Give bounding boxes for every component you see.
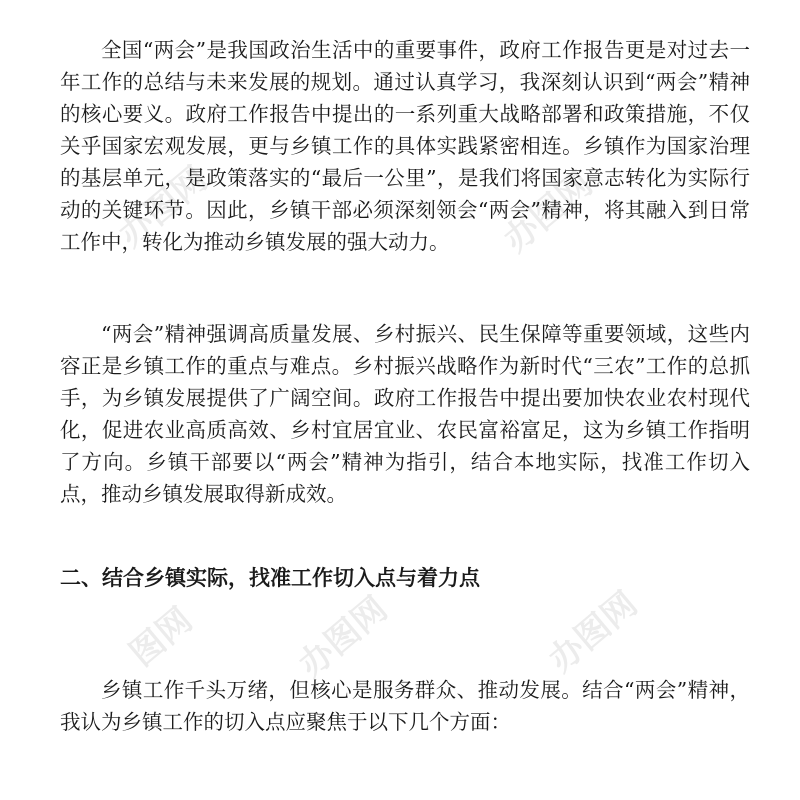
watermark-logo: 办图网 [291, 589, 396, 686]
watermark-logo: 办图网 [111, 159, 216, 256]
paragraph-key-areas: “两会”精神强调高质量发展、乡村振兴、民生保障等重要领域，这些内容正是乡镇工作的重点与难点。乡村振兴战略作为新时代“三农”工作的总抓手，为乡镇发展提供了广阔空间。政府工作报告中提出要加快农业农村现代化，促进农业高质高效、乡村宜居宜业、农民富裕富足，这为乡镇工作指明了方向。乡镇干部要以“两会”精神为指引，结合本地实际，找准工作切入点，推动乡镇发展取得新成效。 [60, 322, 750, 506]
paragraph-intro: 全国“两会”是我国政治生活中的重要事件，政府工作报告更是对过去一年工作的总结与未来发展的规划。通过认真学习，我深刻认识到“两会”精神的核心要义。政府工作报告中提出的一系列重大战略部署和政策措施，不仅关乎国家宏观发展，更与乡镇工作的具体实践紧密相连。乡镇作为国家治理的基层单元，是政策落实的“最后一公里”，是我们将国家意志转化为实际行动的关键环节。因此，乡镇干部必须深刻领会“两会”精神，将其融入到日常工作中，转化为推动乡镇发展的强大动力。 [60, 38, 750, 254]
watermark-logo: 办图网 [496, 164, 601, 261]
paragraph-entry-points: 乡镇工作千头万绪，但核心是服务群众、推动发展。结合“两会”精神，我认为乡镇工作的切入点应聚焦于以下几个方面： [60, 678, 750, 734]
section-heading: 二、结合乡镇实际，找准工作切入点与着力点 [60, 566, 480, 590]
watermark-logo: 图网 [122, 600, 201, 675]
watermark-logo: 办图网 [541, 584, 646, 681]
